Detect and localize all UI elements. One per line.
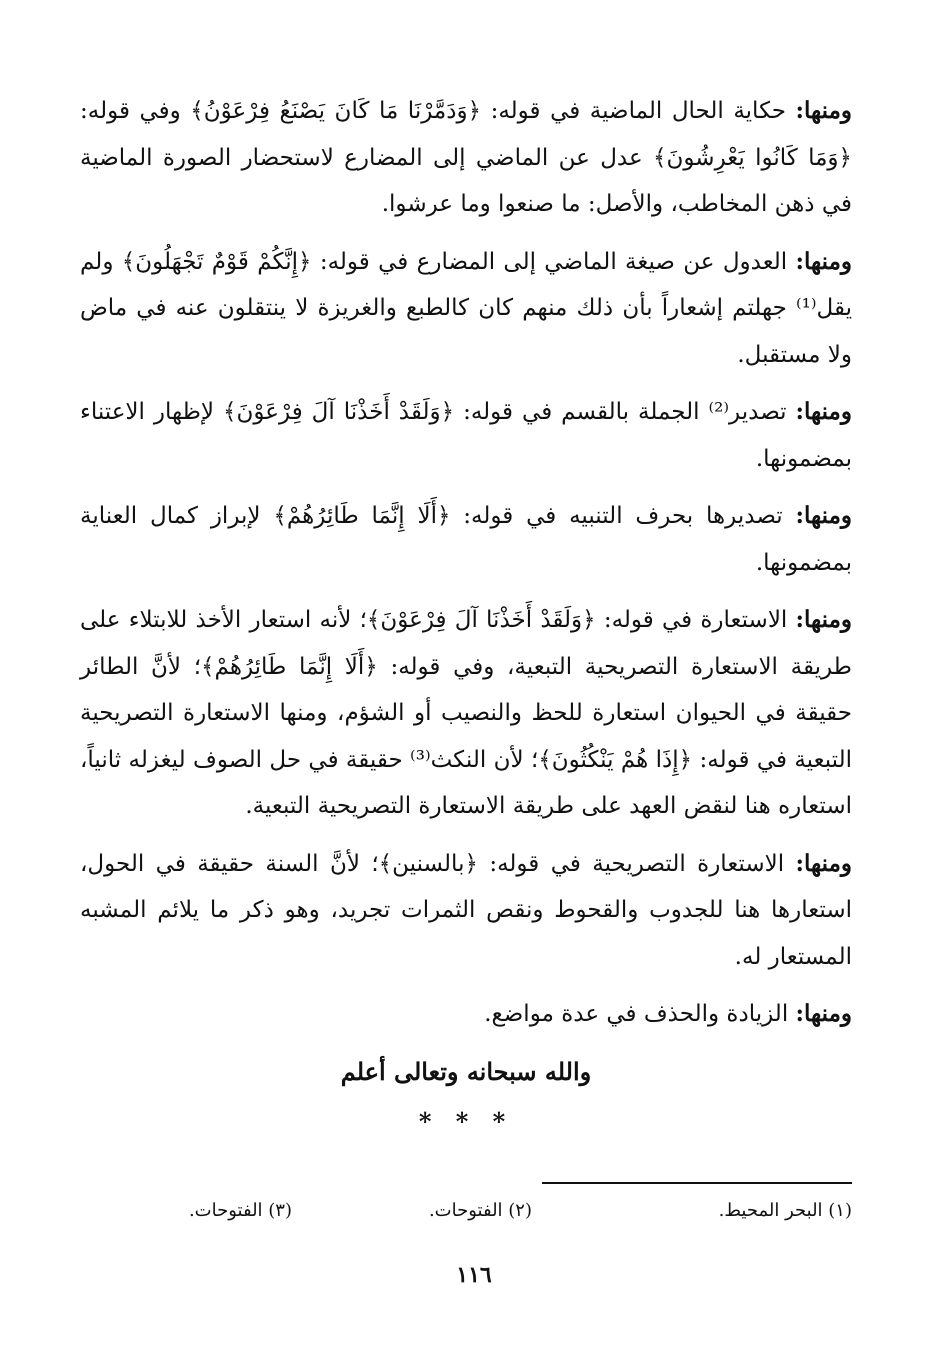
- section-separator: * * *: [418, 1106, 514, 1136]
- paragraph-lead: ومنها:: [795, 97, 852, 124]
- paragraph-text: حكاية الحال الماضية في قوله: ﴿وَدَمَّرْنَا مَا كَانَ يَصْنَعُ فِرْعَوْنُ﴾ وفي قوله: ﴿وَمَا كَانُوا يَعْرِشُونَ﴾ عدل عن الماضي إلى المضارع لاستحضار الصورة الماضية في ذهن المخاطب، والأصل: ما صنعوا وما عرشوا.: [80, 98, 852, 217]
- footnotes: [80, 1200, 852, 1230]
- footnote-3: (٣) الفتوحات.: [188, 1200, 292, 1221]
- paragraph-lead: ومنها:: [795, 849, 852, 877]
- paragraph-1: [80, 88, 852, 228]
- footnote-divider: [542, 1182, 852, 1184]
- paragraph-3: [80, 389, 852, 482]
- paragraph-4: [80, 493, 852, 586]
- footnote-2: (٢) الفتوحات.: [428, 1200, 532, 1221]
- paragraph-2: [80, 239, 852, 379]
- paragraph-text: الاستعارة التصريحية في قوله: ﴿بالسنين﴾؛ لأنَّ السنة حقيقة في الحول، استعارها هنا للجدوب والقحوط ونقص الثمرات تجريد، وهو ذكر ما يلائم المشبه المستعار له.: [80, 850, 852, 970]
- paragraph-lead: ومنها:: [795, 398, 852, 425]
- main-text: [80, 88, 852, 1136]
- footnote-1: (١) البحر المحيط.: [718, 1200, 852, 1221]
- paragraph-text: تصديرها بحرف التنبيه في قوله: ﴿أَلَا إِنَّمَا طَائِرُهُمْ﴾ لإبراز كمال العناية بمضمونها.: [80, 503, 852, 576]
- paragraph-text: تصدير⁽²⁾ الجملة بالقسم في قوله: ﴿وَلَقَدْ أَخَذْنَا آلَ فِرْعَوْنَ﴾ لإظهار الاعتناء بمضمونها.: [80, 399, 852, 472]
- paragraph-text: الاستعارة في قوله: ﴿وَلَقَدْ أَخَذْنَا آلَ فِرْعَوْنَ﴾؛ لأنه استعار الأخذ للابتلاء على طريقة الاستعارة التصريحية التبعية، وفي قوله: ﴿أَلَا إِنَّمَا طَائِرُهُمْ﴾؛ لأنَّ الطائر حقيقة في الحيوان استعارة للحظ والنصيب أو الشؤم، ومنها الاستعارة التصريحية التبعية في قوله: ﴿إِذَا هُمْ يَنْكُثُونَ﴾؛ لأن النكث⁽³⁾ حقيقة في حل الصوف ليغزله ثانياً، استعاره هنا لنقض العهد على طريقة الاستعارة التصريحية التبعية.: [80, 607, 852, 819]
- closing-phrase: والله سبحانه وتعالى أعلم: [340, 1056, 592, 1086]
- page-number: ١١٦: [456, 1262, 492, 1288]
- paragraph-7: [80, 991, 852, 1038]
- paragraph-5: [80, 597, 852, 830]
- paragraph-text: العدول عن صيغة الماضي إلى المضارع في قوله: ﴿إِنَّكُمْ قَوْمٌ تَجْهَلُونَ﴾ ولم يقل⁽¹⁾ جهلتم إشعاراً بأن ذلك منهم كان كالطبع والغريزة لا ينتقلون عنه في ماض ولا مستقبل.: [80, 248, 852, 368]
- paragraph-lead: ومنها:: [795, 606, 852, 633]
- paragraph-text: الزيادة والحذف في عدة مواضع.: [484, 1001, 796, 1027]
- paragraph-lead: ومنها:: [795, 1000, 852, 1027]
- paragraph-lead: ومنها:: [795, 502, 852, 529]
- paragraph-lead: ومنها:: [795, 247, 852, 275]
- paragraph-6: [80, 841, 852, 981]
